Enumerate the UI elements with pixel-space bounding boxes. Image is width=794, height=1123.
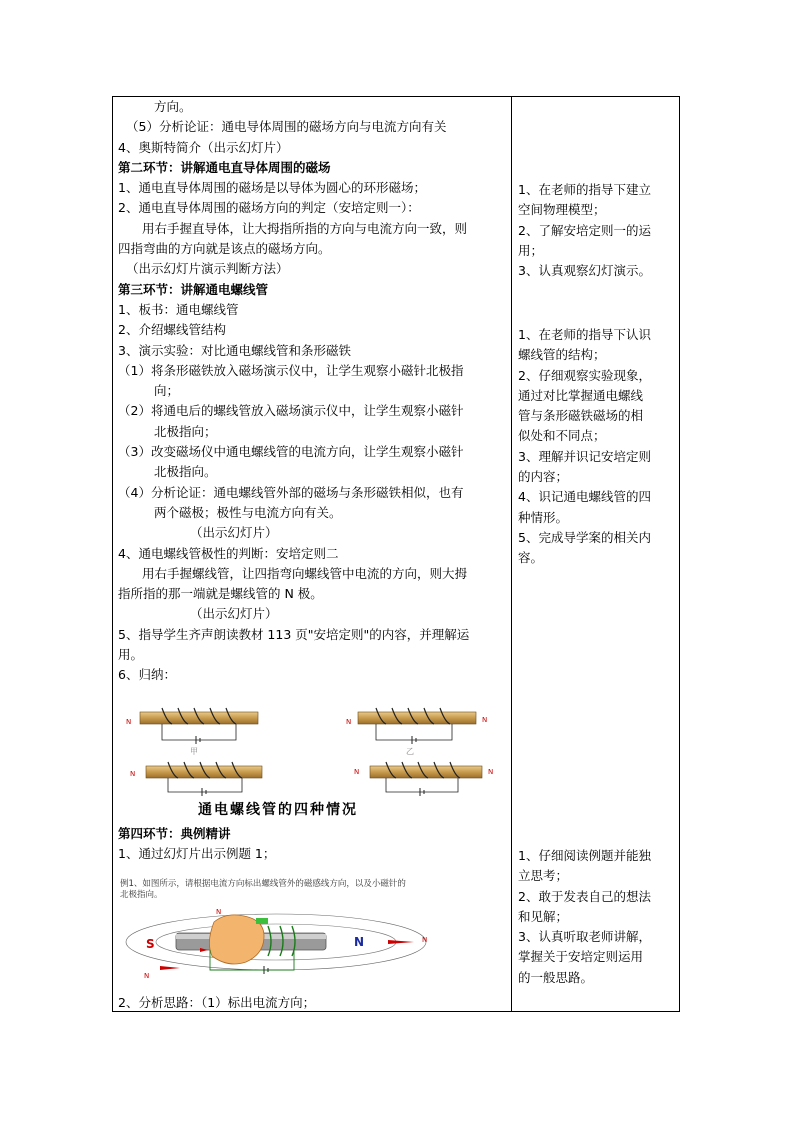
needle-n-right: N: [422, 936, 428, 944]
text-line: 1、通电直导体周围的磁场是以导体为圆心的环形磁场；: [118, 180, 426, 196]
left-text-block-3: [118, 993, 508, 1013]
right-text-group-2: [518, 325, 678, 569]
text-line: 的内容；: [518, 469, 569, 485]
text-line: 1、在老师的指导下认识: [518, 327, 651, 342]
case-2-pole-n-right: N: [482, 716, 488, 724]
case-1-label: 甲: [190, 747, 198, 756]
left-text-block-2: [118, 824, 508, 865]
text-line: （2）将通电后的螺线管放入磁场演示仪中，让学生观察小磁针: [118, 403, 464, 419]
text-line: 管与条形磁铁磁场的相: [518, 408, 644, 424]
case-2-label: 乙: [406, 747, 414, 756]
left-text-block-1: [118, 97, 508, 686]
text-line: 1、通过幻灯片出示例题 1；: [118, 846, 276, 862]
text-line: 北极指向。: [154, 464, 217, 480]
text-line: 容。: [518, 550, 544, 566]
case-4-pole-n-right: N: [488, 768, 494, 776]
example-1-figure: [118, 870, 508, 992]
text-line: 1、仔细阅读例题并能独: [518, 848, 651, 863]
text-line: 6、归纳：: [118, 667, 176, 683]
needle-n-bottom: N: [144, 972, 150, 980]
text-line: 的一般思路。: [518, 969, 594, 985]
text-line: 第四环节：典例精讲: [118, 826, 231, 841]
figure-caption: 通电螺线管的四种情况: [198, 802, 358, 818]
text-line: （5）分析论证：通电导体周围的磁场方向与电流方向有关: [126, 119, 447, 135]
text-line: 用右手握直导体，让大拇指所指的方向与电流方向一致，则: [142, 220, 468, 236]
text-line: 似处和不同点；: [518, 428, 606, 444]
text-line: 3、理解并识记安培定则: [518, 448, 651, 464]
text-line: 方向。: [154, 99, 192, 114]
solenoid-case-3: [130, 762, 262, 796]
text-line: 1、在老师的指导下建立: [518, 182, 651, 197]
needle-n-top: N: [216, 908, 222, 916]
text-line: 2、分析思路：（1）标出电流方向；: [118, 995, 316, 1010]
text-line: （4）分析论证：通电螺线管外部的磁场与条形磁铁相似，也有: [118, 484, 464, 500]
text-line: 2、介绍螺线管结构: [118, 322, 226, 338]
text-line: 立思考；: [518, 868, 569, 884]
text-line: 和见解；: [518, 908, 569, 924]
example-question-line-2: 北极指向。: [120, 890, 163, 900]
text-line: 第三环节：讲解通电螺线管: [118, 281, 269, 297]
text-line: 3、认真观察幻灯演示。: [518, 263, 651, 279]
text-line: 用。: [118, 647, 144, 663]
text-line: 4、识记通电螺线管的四: [518, 489, 651, 505]
text-line: 4、通电螺线管极性的判断：安培定则二: [118, 545, 339, 561]
text-line: 四指弯曲的方向就是该点的磁场方向。: [118, 241, 331, 257]
text-line: 用右手握螺线管，让四指弯向螺线管中电流的方向，则大拇: [142, 565, 468, 581]
text-line: 2、敢于发表自己的想法: [518, 888, 651, 904]
column-divider: [511, 96, 512, 1012]
solenoid-case-4: [354, 762, 493, 796]
text-line: （3）改变磁场仪中通电螺线管的电流方向，让学生观察小磁针: [118, 444, 464, 460]
text-line: 两个磁极；极性与电流方向有关。: [154, 504, 342, 520]
text-line: 4、奥斯特简介（出示幻灯片）: [118, 139, 289, 155]
text-line: 用；: [518, 242, 544, 258]
text-line: 通过对比掌握通电螺线: [518, 387, 644, 403]
text-line: （出示幻灯片演示判断方法）: [126, 261, 289, 277]
text-line: 1、板书：通电螺线管: [118, 301, 239, 317]
text-line: 5、指导学生齐声朗读教材 113 页"安培定则"的内容，并理解运: [118, 626, 470, 642]
right-text-group-3: [518, 846, 678, 988]
text-line: 指所指的那一端就是螺线管的 N 极。: [118, 586, 323, 602]
right-pole-label: N: [354, 935, 365, 949]
text-line: （1）将条形磁铁放入磁场演示仪中，让学生观察小磁针北极指: [118, 362, 464, 378]
case-1-pole-n: N: [126, 718, 132, 726]
text-line: 2、通电直导体周围的磁场方向的判定（安培定则一）：: [118, 200, 420, 216]
text-line: 第二环节：讲解通电直导体周围的磁场: [118, 159, 331, 175]
text-line: 螺线管的结构；: [518, 347, 606, 363]
text-line: 3、认真听取老师讲解，: [518, 929, 651, 945]
solenoid-four-cases-figure: [118, 700, 508, 820]
text-line: 掌握关于安培定则运用: [518, 949, 644, 965]
right-text-group-1: [518, 180, 678, 281]
case-2-pole-n: N: [346, 718, 352, 726]
text-line: 3、演示实验：对比通电螺线管和条形磁铁: [118, 342, 351, 358]
solenoid-case-1: [126, 708, 258, 756]
text-line: （出示幻灯片）: [190, 606, 278, 622]
example-question-line-1: 例1、如图所示，请根据电流方向标出螺线管外的磁感线方向，以及小磁针的: [120, 879, 406, 889]
solenoid-case-2: [346, 708, 487, 756]
text-line: 北极指向；: [154, 423, 217, 439]
case-4-pole-n: N: [354, 768, 360, 776]
text-line: 5、完成导学案的相关内: [518, 529, 651, 545]
text-line: 2、了解安培定则一的运: [518, 222, 651, 238]
left-pole-label: S: [146, 937, 155, 951]
text-line: 向；: [154, 383, 180, 399]
text-line: 种情形。: [518, 509, 569, 525]
text-line: 2、仔细观察实验现象，: [518, 367, 651, 383]
case-3-pole-n: N: [130, 770, 136, 778]
text-line: （出示幻灯片）: [190, 525, 278, 541]
text-line: 空间物理模型；: [518, 202, 606, 218]
